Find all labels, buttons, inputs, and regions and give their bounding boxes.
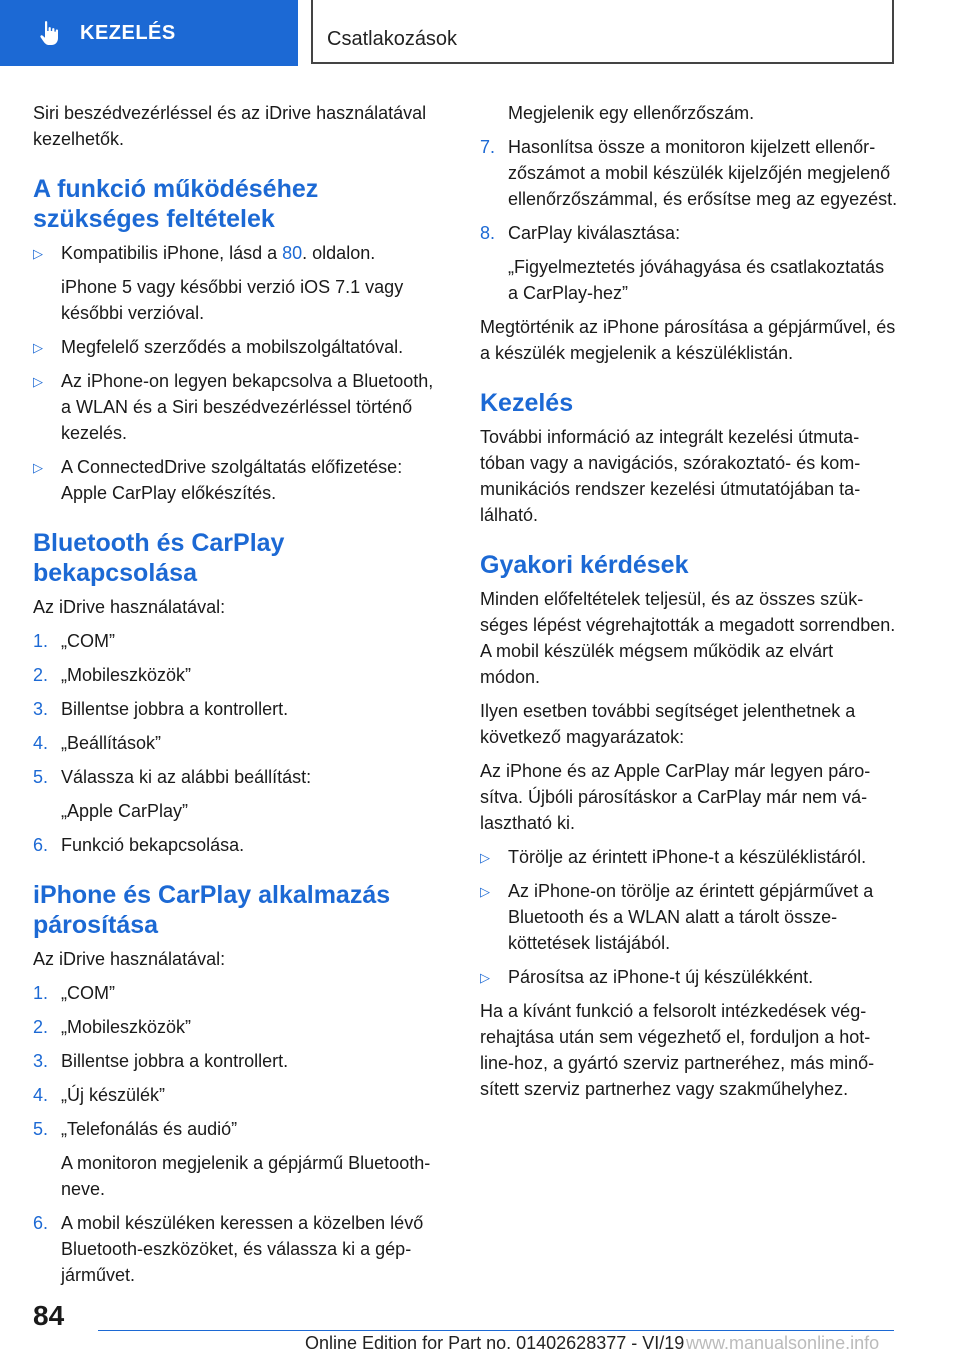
- step-subtext: „Apple CarPlay”: [61, 801, 189, 821]
- step-item: 7. Hasonlítsa össze a monitoron kijelzett ellenőrzőszámot a mobil készülék kijelzőjén megjelenő ellenőrzőszámmal, és erősítse meg az egyezést.: [480, 137, 898, 209]
- chapter-tab-label: KEZELÉS: [80, 21, 176, 44]
- triangle-bullet-icon: ▷: [33, 460, 43, 475]
- step-subtext: Megjelenik egy ellenőrzőszám.: [508, 103, 755, 123]
- heading-bluetooth: Bluetooth és CarPlay bekapcsolása: [33, 529, 285, 587]
- triangle-bullet-icon: ▷: [480, 850, 490, 865]
- footer-edition: Online Edition for Part no. 01402628377 - VI/19: [305, 1333, 685, 1353]
- step-subtext: A monitoron megjelenik a gépjármű Bluetooth-neve.: [61, 1153, 431, 1199]
- list-item: ▷ Kompatibilis iPhone, lásd a 80. oldalon.: [33, 240, 448, 266]
- page-link[interactable]: 80: [282, 243, 303, 263]
- step-item: 5. Válassza ki az alábbi beállítást:: [33, 767, 312, 787]
- intro-paragraph: Siri beszédvezérléssel és az iDrive használatával kezelhetők.: [33, 103, 427, 149]
- heading-faq: Gyakori kérdések: [480, 551, 689, 579]
- list-item: ▷ Megfelelő szerződés a mobilszolgáltatóval.: [33, 334, 448, 360]
- footer-watermark: www.manualsonline.info: [686, 1333, 880, 1353]
- step-item: 8. CarPlay kiválasztása:: [480, 223, 681, 243]
- faq-paragraph: Minden előfeltételek teljesül, és az összes szükséges lépést végrehajtották a megadott sorrendben. A mobil készülék mégsem működik az elvárt módon.: [480, 589, 896, 687]
- heading-pairing: iPhone és CarPlay alkalmazás párosítása: [33, 881, 391, 939]
- faq-paragraph: Ha a kívánt funkció a felsorolt intézkedések végrehajtása után sem végezhető el, forduljon a hotline-hoz, a gyártó szerviz partneréhez, más minősített szerviz partnerhez vagy szakműhelyhez.: [480, 1001, 875, 1099]
- list-item: ▷ A ConnectedDrive szolgáltatás előfizetése: Apple CarPlay előkészítés.: [33, 457, 403, 503]
- step-item: 6. Funkció bekapcsolása.: [33, 835, 245, 855]
- triangle-bullet-icon: ▷: [33, 246, 43, 261]
- triangle-bullet-icon: ▷: [480, 884, 490, 899]
- heading-requirements: A funkció működéséhez szükséges feltételek: [33, 175, 319, 233]
- step-item: 1. „COM”: [33, 631, 115, 651]
- faq-paragraph: Az iPhone és az Apple CarPlay már legyen párosítva. Újbóli párosításkor a CarPlay már nem választható ki.: [480, 761, 871, 833]
- section-title: Csatlakozások: [327, 28, 458, 50]
- left-column: [33, 100, 448, 1296]
- list-item: ▷ Az iPhone-on törölje az érintett gépjárművet a Bluetooth és a WLAN alatt a tárolt összeköttetések listájából.: [480, 881, 874, 953]
- triangle-bullet-icon: ▷: [33, 374, 43, 389]
- footer-divider: [98, 1330, 894, 1331]
- step-item: 4. „Beállítások”: [33, 733, 162, 753]
- section-header: [311, 0, 894, 64]
- faq-paragraph: Ilyen esetben további segítséget jelenthetnek a következő magyarázatok:: [480, 701, 856, 747]
- step-subtext: „Figyelmeztetés jóváhagyása és csatlakoztatás a CarPlay-hez”: [508, 257, 885, 303]
- pairing-result: Megtörténik az iPhone párosítása a gépjárművel, és a készülék megjelenik a készüléklistán.: [480, 317, 896, 363]
- step-item: 4. „Új készülék”: [33, 1085, 166, 1105]
- hand-pointer-icon: [36, 19, 64, 47]
- triangle-bullet-icon: ▷: [33, 340, 43, 355]
- triangle-bullet-icon: ▷: [480, 970, 490, 985]
- step-item: 2. „Mobileszközök”: [33, 665, 192, 685]
- step-item: 6. A mobil készüléken keressen a közelben lévő Bluetooth-eszközöket, és válassza ki a gépjárművet.: [33, 1213, 424, 1285]
- operation-paragraph: További információ az integrált kezelési útmutatóban vagy a navigációs, szórakoztató- és kommunikációs rendszer kezelési útmutatójában található.: [480, 427, 861, 525]
- step-item: 5. „Telefonálás és audió”: [33, 1119, 238, 1139]
- chapter-tab[interactable]: [0, 0, 298, 66]
- step-item: 3. Billentse jobbra a kontrollert.: [33, 699, 289, 719]
- list-item: ▷ Az iPhone-on legyen bekapcsolva a Bluetooth, a WLAN és a Siri beszédvezérléssel történő kezelés.: [33, 371, 434, 443]
- list-subtext: iPhone 5 vagy későbbi verzió iOS 7.1 vagy későbbi verzióval.: [61, 277, 404, 323]
- step-item: 1. „COM”: [33, 983, 115, 1003]
- heading-operation: Kezelés: [480, 389, 574, 417]
- list-item: ▷ Párosítsa az iPhone-t új készülékként.: [480, 964, 898, 990]
- pair-intro: Az iDrive használatával:: [33, 949, 226, 969]
- right-column: [480, 100, 898, 1110]
- page-number: 84: [33, 1300, 65, 1331]
- list-item: ▷ Törölje az érintett iPhone-t a készüléklistáról.: [480, 844, 898, 870]
- step-item: 3. Billentse jobbra a kontrollert.: [33, 1051, 289, 1071]
- bt-intro: Az iDrive használatával:: [33, 597, 226, 617]
- step-item: 2. „Mobileszközök”: [33, 1017, 192, 1037]
